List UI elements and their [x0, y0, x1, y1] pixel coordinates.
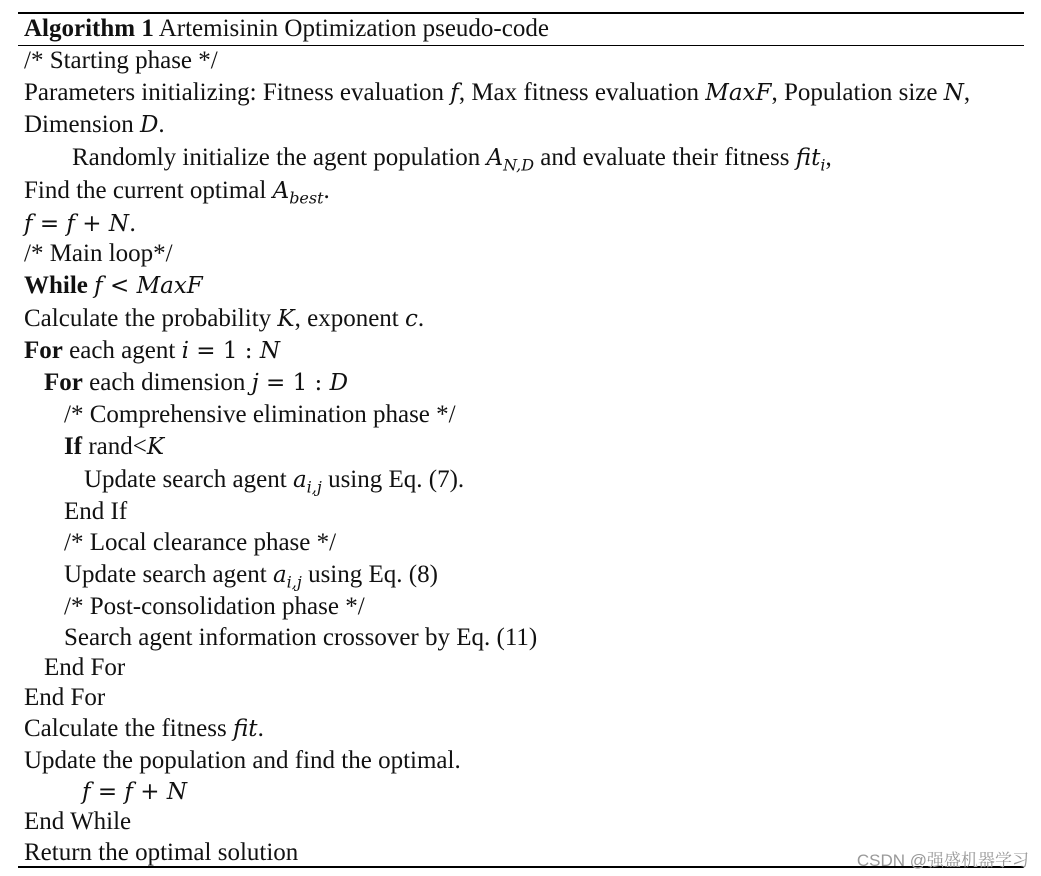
- line-15: [64, 496, 127, 528]
- line-25: [24, 806, 131, 838]
- math-var: j: [251, 370, 259, 396]
- math-var: f: [24, 211, 33, 237]
- line-19: [64, 622, 537, 654]
- math-var: N: [166, 779, 187, 805]
- line-14: [84, 464, 464, 504]
- line-10: [24, 335, 280, 367]
- keyword: For: [44, 369, 83, 396]
- math-var: fit: [232, 716, 258, 742]
- line-26: [24, 837, 298, 869]
- line-7: [24, 238, 173, 270]
- text: Search agent information crossover by Eq. (11): [64, 624, 538, 651]
- math-op: .: [128, 211, 137, 237]
- algorithm-title: Artemisinin Optimization pseudo-code: [158, 15, 549, 42]
- text: .: [158, 111, 165, 138]
- watermark: CSDN @强盛机器学习: [856, 851, 1029, 870]
- math-op: =: [90, 779, 125, 805]
- text: each dimension: [82, 369, 252, 396]
- math-var: [292, 467, 322, 497]
- math-var: MaxF: [705, 80, 772, 106]
- math-op: +: [132, 779, 167, 805]
- math-sub: best: [289, 188, 324, 208]
- math-var: [486, 145, 535, 175]
- math-op: = 1 :: [258, 370, 330, 396]
- line-8: [24, 270, 203, 302]
- line-9: [24, 303, 424, 335]
- comment-text: /* Local clearance phase */: [64, 529, 337, 556]
- math-var: [272, 562, 302, 592]
- line-18: [64, 591, 365, 623]
- math-var: N: [259, 338, 280, 364]
- text: ,: [963, 79, 971, 106]
- keyword: If: [64, 433, 83, 460]
- math-var: D: [139, 112, 159, 138]
- line-21: [24, 682, 105, 714]
- text: Calculate the fitness: [24, 715, 233, 742]
- math-var: f: [94, 273, 103, 299]
- math-base: A: [486, 145, 504, 171]
- line-23: [24, 745, 461, 777]
- text: Update the population and find the optimal.: [24, 747, 461, 774]
- text: End If: [64, 498, 128, 525]
- math-var: c: [404, 306, 418, 332]
- text: rand<: [82, 433, 147, 460]
- text: End For: [44, 654, 126, 681]
- line-16: [64, 527, 336, 559]
- math-var: f: [124, 779, 133, 805]
- text: ,: [825, 144, 832, 171]
- text: Update search agent: [84, 466, 293, 493]
- line-22: [24, 713, 264, 745]
- text: .: [257, 715, 264, 742]
- text: End While: [24, 808, 132, 835]
- text: using Eq. (8): [301, 561, 438, 588]
- line-3: [24, 109, 165, 141]
- line-2: [24, 77, 970, 109]
- text: .: [323, 177, 330, 204]
- math-var: K: [277, 306, 295, 332]
- text: , Population size: [771, 79, 944, 106]
- line-11: [44, 367, 348, 399]
- math-var: N: [943, 80, 964, 106]
- text: Randomly initialize the agent population: [72, 144, 487, 171]
- text: End For: [24, 684, 106, 711]
- text: Parameters initializing: Fitness evaluation: [24, 79, 451, 106]
- math-base: a: [272, 562, 287, 588]
- text: using Eq. (7).: [321, 466, 465, 493]
- text: , exponent: [294, 305, 405, 332]
- math-op: = 1 :: [188, 338, 260, 364]
- line-13: [64, 431, 164, 463]
- math-var: f: [66, 211, 75, 237]
- algorithm-label: Algorithm 1: [24, 15, 154, 42]
- math-var: K: [146, 434, 165, 460]
- line-20: [44, 652, 125, 684]
- math-op: =: [32, 211, 67, 237]
- math-var: i: [181, 338, 189, 364]
- text: Calculate the probability: [24, 305, 278, 332]
- keyword: For: [24, 337, 63, 364]
- text: Find the current optimal: [24, 177, 273, 204]
- text: Update search agent: [64, 561, 273, 588]
- math-base: a: [292, 467, 307, 493]
- math-var: [795, 145, 826, 175]
- math-op: <: [102, 273, 137, 299]
- text: each agent: [62, 337, 182, 364]
- math-var: f: [82, 779, 91, 805]
- math-base: fit: [795, 145, 821, 171]
- line-6: [24, 208, 136, 240]
- text: , Max fitness evaluation: [458, 79, 706, 106]
- math-var: [272, 178, 324, 208]
- keyword: While: [24, 272, 88, 299]
- math-base: A: [272, 178, 290, 204]
- comment-text: /* Starting phase */: [24, 47, 218, 74]
- text: Return the optimal solution: [24, 839, 299, 866]
- math-sub: N,D: [503, 155, 535, 175]
- text: Dimension: [24, 111, 140, 138]
- math-sub: i: [820, 155, 826, 175]
- math-op: +: [74, 211, 109, 237]
- math-var: f: [450, 80, 459, 106]
- math-sub: i,j: [286, 572, 302, 592]
- line-1: [24, 45, 218, 77]
- comment-text: /* Main loop*/: [24, 240, 173, 267]
- math-var: D: [329, 370, 349, 396]
- math-sub: i,j: [306, 477, 322, 497]
- line-24: [82, 776, 187, 808]
- algorithm-caption: [24, 13, 549, 45]
- math-var: N: [108, 211, 129, 237]
- math-var: MaxF: [136, 273, 203, 299]
- text: .: [417, 305, 425, 332]
- comment-text: /* Post-consolidation phase */: [64, 593, 365, 620]
- text: and evaluate their fitness: [534, 144, 796, 171]
- comment-text: /* Comprehensive elimination phase */: [64, 401, 456, 428]
- line-12: [64, 399, 456, 431]
